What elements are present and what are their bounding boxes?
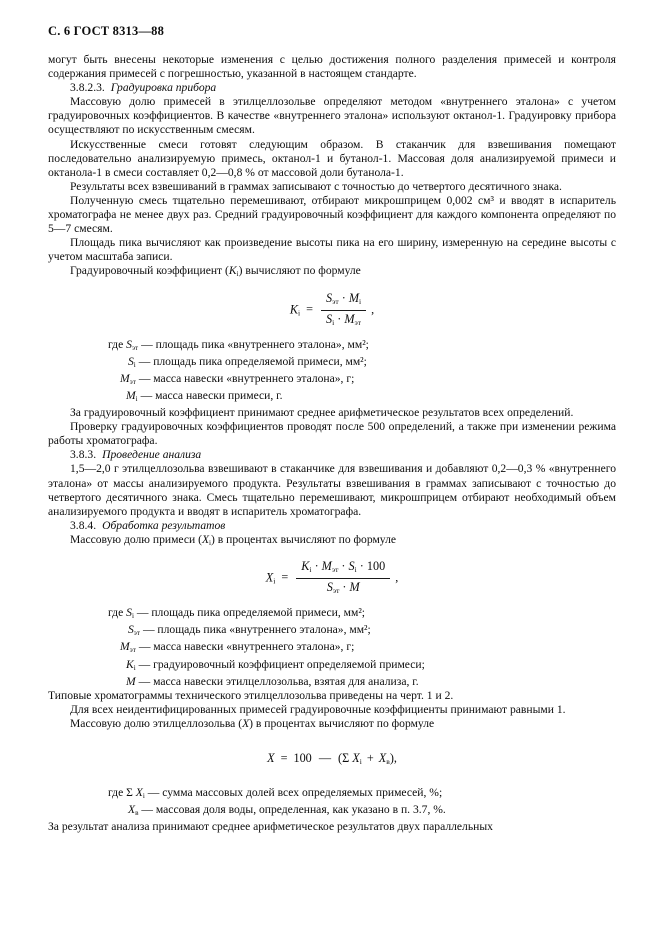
legend-item — [48, 389, 616, 406]
section-number: 3.8.2.3. — [70, 81, 105, 95]
legend-item — [48, 675, 616, 689]
formula2-num-k: K — [301, 559, 310, 574]
paragraph-peak-area: Площадь пика вычисляют как произведение высоты пика на его ширину, измеренную на середине высоты с учетом масштаба записи. — [48, 236, 616, 264]
legend-symbol: M — [126, 389, 136, 402]
formula2-equals: = — [281, 570, 289, 585]
section-title: Обработка результатов — [102, 518, 226, 532]
legend-symbol-sub: эт — [131, 343, 139, 352]
formula1-num-m-sub: i — [358, 296, 362, 306]
legend-symbol-sub: i — [133, 663, 136, 672]
formula2-lhs: X — [265, 570, 274, 585]
legend-symbol-sub: эт — [133, 629, 141, 638]
legend-symbol-sub: в — [135, 809, 139, 818]
legend-text: — сумма массовых долей всех определяемых примесей, %; — [147, 786, 443, 800]
legend-text: — площадь пика определяемой примеси, мм²; — [138, 354, 367, 368]
formula2-intro-post: ) в процентах вычисляют по формуле — [211, 532, 397, 546]
formula2-den-s-sub: эт — [332, 586, 340, 596]
formula2-num-dot3: · — [359, 559, 364, 574]
legend-symbol: X — [128, 803, 136, 817]
paragraph-formula2-intro — [48, 533, 616, 550]
formula2-num-m-sub: эт — [331, 565, 339, 575]
legend-symbol-sub: i — [131, 612, 134, 621]
legend-item — [48, 355, 616, 372]
formula1-lhs: K — [289, 301, 298, 316]
section-number: 3.8.3. — [70, 448, 97, 462]
legend-text: — масса навески этилцеллозольва, взятая для анализа, г. — [138, 674, 419, 688]
formula1-lhs-sub: i — [297, 308, 301, 318]
formula1-num-s: S — [326, 290, 333, 305]
formula3-equals: = — [280, 751, 288, 765]
legend-item — [48, 640, 616, 657]
formula3-plus: + — [366, 751, 374, 765]
formula1-intro-pre: Градуировочный коэффициент ( — [70, 264, 229, 278]
legend-intro: где — [108, 606, 124, 620]
formula2-num-dot2: · — [341, 559, 346, 574]
legend-symbol-sub: эт — [129, 377, 136, 386]
formula2-denominator — [296, 579, 390, 598]
legend-text: — массовая доля воды, определенная, как указано в п. 3.7, %. — [141, 803, 446, 817]
legend-symbol: K — [126, 657, 134, 671]
formula2-numerator — [296, 559, 390, 579]
legend-text: — масса навески «внутреннего эталона», г; — [138, 640, 355, 654]
formula2-legend — [48, 606, 616, 688]
legend-text: — масса навески «внутреннего эталона», г; — [138, 371, 355, 385]
legend-symbol-sub: эт — [129, 646, 136, 655]
section-heading-3-8-3 — [48, 448, 616, 462]
legend-symbol: S — [126, 606, 132, 620]
formula1-fraction — [321, 291, 366, 330]
formula2-den-s: S — [326, 580, 333, 595]
formula1-denominator — [321, 311, 366, 330]
formula-impurity-mass-fraction — [48, 550, 616, 606]
legend-text: — площадь пика «внутреннего эталона», мм²; — [141, 337, 369, 351]
legend-symbol: X — [135, 786, 143, 800]
paragraph-weighing-results: Результаты всех взвешиваний в граммах записывают с точностью до четвертого десятичного знака. — [70, 179, 562, 193]
paragraph-calibration-method: Массовую долю примесей в этилцеллозольве определяют методом «внутреннего эталона» с учетом градуировочных коэффициентов. В качестве «внутреннего эталона» используют октанол-1. Градуировку прибора осуществляют по искусственным смесям. — [48, 95, 616, 137]
legend-item — [48, 803, 616, 820]
legend-text: — площадь пика «внутреннего эталона», мм²; — [142, 623, 371, 637]
formula3-intro-post: ) в процентах вычисляют по формуле — [249, 716, 435, 730]
formula3-xv: X — [378, 751, 387, 765]
paragraph-formula1-intro — [48, 264, 616, 281]
page-header: С. 6 ГОСТ 8313—88 — [48, 24, 165, 38]
section-heading-3-8-2-3 — [48, 81, 616, 95]
legend-item — [48, 786, 616, 803]
legend-text: — площадь пика определяемой примеси, мм²; — [136, 606, 366, 620]
legend-symbol: M — [120, 640, 130, 654]
formula1-trailing-comma: , — [371, 301, 375, 316]
formula3-value: 100 — [293, 751, 312, 765]
paragraph-unidentified-impurities: Для всех неидентифицированных примесей градуировочные коэффициенты принимают равными 1. — [70, 702, 566, 716]
formula1-num-s-sub: эт — [332, 296, 339, 306]
formula-calibration-coefficient — [48, 282, 616, 338]
formula3-intro-pre: Массовую долю этилцеллозольва ( — [70, 716, 243, 730]
legend-symbol: S — [128, 623, 134, 637]
formula3-x: X — [352, 751, 360, 765]
paragraph-artificial-mixtures: Искусственные смеси готовят следующим образом. В стаканчик для взвешивания помещают последовательно анализируемую примесь, октанол-1 и бутанол-1. Массовая доля анализируемой примеси и октанола-1 в смеси составляет 0,2—0,8 % от массовой доли бутанола-1. — [48, 137, 616, 179]
formula1-den-s: S — [326, 311, 333, 326]
legend-symbol-sub: i — [142, 792, 145, 801]
legend-item — [48, 338, 616, 355]
formula1-den-s-sub: i — [332, 317, 335, 327]
formula3-xv-sub: в — [386, 757, 390, 767]
legend-item — [48, 606, 616, 623]
paragraph-mixture-injection: Полученную смесь тщательно перемешивают, отбирают микрошприцем 0,002 см³ и вводят в испаритель хроматографа не менее двух раз. Средний градуировочный коэффициент для каждого компонента определяют по 5—7 смесям. — [48, 193, 616, 236]
legend-text: — градуировочный коэффициент определяемой примеси; — [138, 657, 425, 671]
paragraph-continued: могут быть внесены некоторые изменения с целью достижения полного разделения примесей и контроля содержания примесей с погрешностью, указанной в настоящем стандарте. — [48, 53, 616, 81]
formula2-fraction — [296, 559, 390, 598]
formula1-num-m: M — [348, 290, 359, 305]
legend-intro: где — [108, 337, 124, 351]
formula3-x-sub: i — [359, 757, 362, 767]
formula2-num-dot1: · — [314, 559, 319, 574]
document-body — [48, 53, 616, 834]
section-heading-3-8-4 — [48, 519, 616, 533]
paragraph-coefficient-check: Проверку градуировочных коэффициентов проводят после 500 определений, а также при изменении режима работы хроматографа. — [48, 420, 616, 448]
formula2-den-dot: · — [342, 580, 347, 595]
formula2-num-k-sub: i — [309, 565, 312, 575]
paragraph-formula3-intro — [48, 717, 616, 731]
legend-symbol-sub: i — [133, 360, 136, 369]
formula3-lhs: X — [267, 751, 275, 765]
section-number: 3.8.4. — [70, 518, 97, 532]
formula2-num-100: 100 — [366, 559, 386, 574]
formula1-intro-subscript: i — [236, 270, 239, 279]
section-title: Градуировка прибора — [110, 81, 217, 95]
formula2-num-s-sub: i — [354, 565, 357, 575]
formula-ethylcellosolve-mass-fraction — [48, 731, 616, 786]
formula1-intro-post: ) вычисляют по формуле — [238, 264, 361, 278]
paragraph-final-result: За результат анализа принимают среднее арифметическое результатов двух параллельных — [48, 820, 493, 834]
legend-symbol: M — [120, 371, 130, 385]
formula3-intro-symbol: X — [242, 716, 250, 730]
paragraph-average-coefficient: За градуировочный коэффициент принимают среднее арифметическое результатов всех определений. — [70, 406, 574, 420]
formula2-den-m: M — [349, 580, 360, 595]
formula1-num-dot: · — [341, 290, 346, 305]
section-title: Проведение анализа — [102, 448, 202, 462]
formula1-numerator — [321, 291, 366, 311]
legend-intro: где Σ — [108, 786, 133, 800]
formula1-intro-symbol: K — [228, 264, 237, 278]
formula2-num-m: M — [321, 559, 332, 574]
legend-symbol: S — [128, 354, 134, 368]
legend-symbol: S — [126, 337, 132, 351]
formula2-lhs-sub: i — [273, 576, 276, 586]
formula2-trailing-comma: , — [395, 570, 399, 585]
legend-item — [48, 372, 616, 389]
paragraph-chromatograms: Типовые хроматограммы технического этилцеллозольва приведены на черт. 1 и 2. — [48, 688, 454, 702]
legend-item — [48, 623, 616, 640]
legend-item — [48, 658, 616, 675]
formula2-intro-subscript: i — [209, 538, 212, 547]
formula3-open-sum: (Σ — [338, 751, 350, 765]
legend-symbol: M — [126, 674, 136, 688]
formula1-den-m: M — [344, 311, 355, 326]
formula1-equals: = — [306, 301, 313, 316]
formula3-close: ), — [389, 751, 397, 765]
formula2-intro-pre: Массовую долю примеси ( — [70, 532, 202, 546]
formula2-intro-symbol: X — [201, 532, 210, 546]
formula1-den-m-sub: эт — [354, 317, 362, 327]
legend-symbol-sub: i — [135, 395, 138, 403]
formula3-legend — [48, 786, 616, 820]
legend-text: — масса навески примеси, г. — [140, 389, 283, 402]
paragraph-analysis-procedure: 1,5—2,0 г этилцеллозольва взвешивают в стаканчике для взвешивания и добавляют 0,2—0,3 % «внутреннего эталона» от массы анализируемого продукта. Результаты взвешивания в граммах записывают с точностью до четвертого десятичного знака. Смесь тщательно перемешивают, микрошприцем отбирают необходимый объем анализируемого продукта и вводят в испаритель хроматографа. — [48, 462, 616, 518]
formula2-num-s: S — [348, 559, 355, 574]
formula1-den-dot: · — [337, 311, 342, 326]
formula1-legend — [48, 338, 616, 406]
formula3-minus: — — [318, 751, 331, 765]
